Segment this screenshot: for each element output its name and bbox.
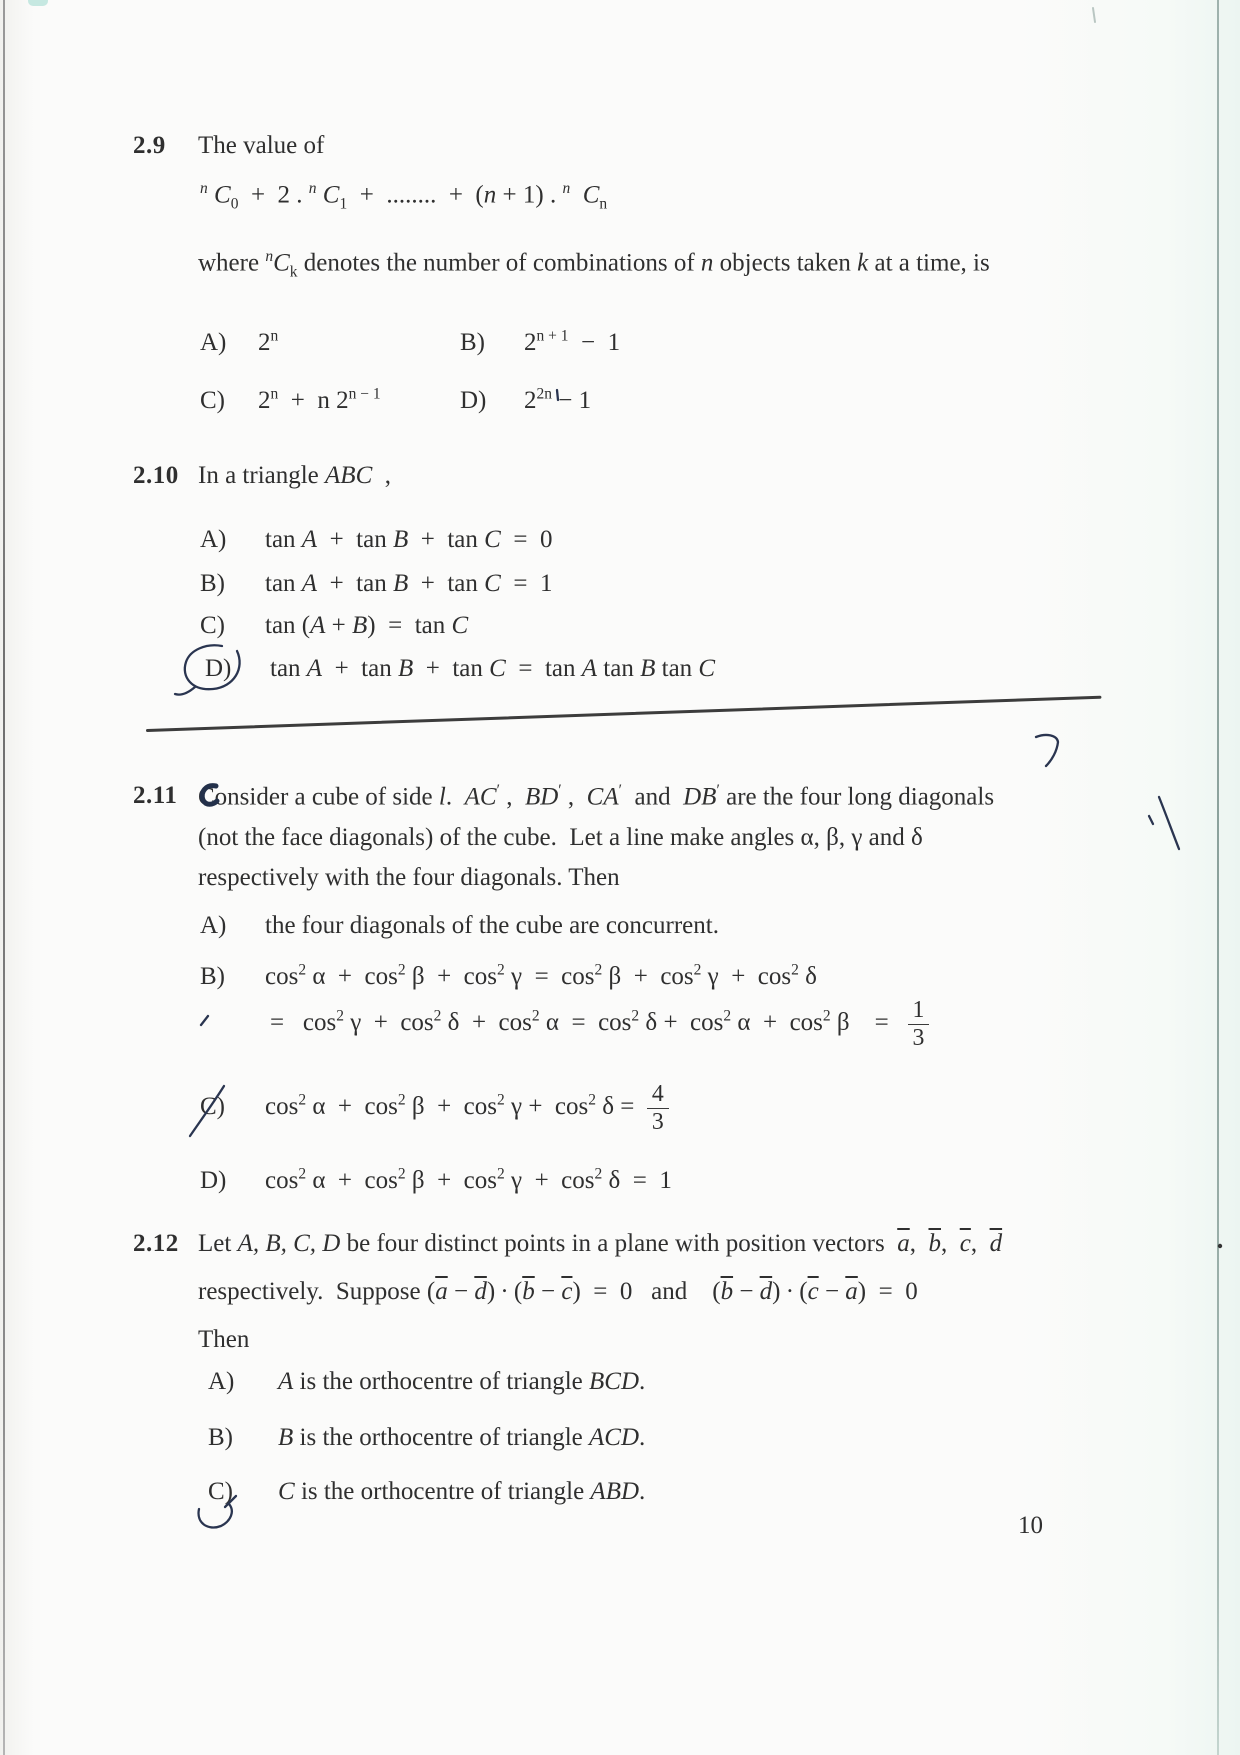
option-a-text: A is the orthocentre of triangle BCD. (278, 1368, 646, 1395)
option-a-label: A) (200, 912, 227, 939)
q210-option-b (200, 570, 552, 599)
question-2-11-line3: respectively with the four diagonals. Then (198, 864, 620, 891)
pen-swoosh-option-c-2-12 (199, 1504, 232, 1527)
scan-right-edge-line (1217, 0, 1219, 1755)
question-2-11-line2: (not the face diagonals) of the cube. Let a line make angles α, β, γ and δ (198, 824, 923, 851)
question-2-11-number: 2.11 (133, 782, 178, 809)
q210-option-a (200, 526, 552, 555)
question-2-9-number: 2.9 (133, 132, 166, 159)
option-a-label: A) (200, 329, 227, 357)
option-d-formula: $\cos^2 \alpha + \cos^2 \beta + \cos^2 \gamma + \cos^2 \delta = 1$ (265, 1166, 672, 1195)
q29-option-a (200, 328, 278, 358)
option-c-text: C is the orthocentre of triangle ABD. (278, 1478, 646, 1505)
q212-option-a (208, 1368, 645, 1397)
question-2-12-line1: Let A, B, C, D be four distinct points in a plane with position vectors $\overline{a}$, $\overline{b}$, $\overline{c}$, $\overline{d}$ (198, 1230, 1003, 1257)
pen-hook-margin-2-11 (1036, 735, 1058, 766)
q211-option-a (200, 912, 719, 941)
q29-option-c (200, 386, 381, 416)
option-d-label: D) (205, 655, 232, 682)
option-c-formula: $\cos^2 \alpha + \cos^2 \beta + \cos^2 \gamma + \cos^2 \delta$ = $\frac{4}{3}$ (265, 1093, 669, 1120)
option-a-label: A) (200, 526, 227, 553)
option-c-label: C) (200, 387, 225, 415)
question-2-9-intro: The value of (198, 132, 325, 159)
pen-scribble-small-2-11 (1149, 816, 1153, 824)
q210-option-d (205, 655, 715, 684)
option-d-label: D) (200, 1167, 227, 1195)
question-2-12-number: 2.12 (133, 1230, 179, 1257)
scan-left-edge-line (3, 0, 5, 1755)
question-2-11-line1: Consider a cube of side l. AC′ , BD′ , CA′ and DB′ are the four long diagonals (198, 782, 995, 811)
option-b-label: B) (208, 1424, 233, 1451)
q211-option-c (200, 1082, 669, 1135)
option-c-label: C) (200, 612, 225, 639)
option-c-formula: 2$^n$ + n $2^{n - 1}$ (258, 386, 381, 415)
q211-option-d (200, 1166, 672, 1196)
option-d-label: D) (460, 387, 487, 415)
option-d-formula: $2^{2n} - 1$ (524, 386, 592, 415)
question-2-9-formula: $^n$ $C_0 + 2$ . $^n$ $C_1$ + ........ + (n + 1) . $^n$ $C_n$ (200, 180, 608, 213)
option-c-label: C) (200, 1093, 225, 1121)
option-a-formula: tan A + tan B + tan C = 0 (265, 526, 553, 553)
option-d-formula: tan A + tan B + tan C = tan A tan B tan C (270, 655, 716, 682)
question-2-10-intro: In a triangle ABC , (198, 462, 391, 489)
question-2-12-line2: respectively. Suppose $(\overline{a} - \overline{d}) \cdot (\overline{b} - \overline{c}) = 0$ and $(\overline{b} - \overline{d}) \cdot (\overline{c} - \overline{a}) = 0$ (198, 1278, 918, 1305)
q212-option-c (208, 1478, 645, 1507)
option-b-label: B) (200, 963, 225, 991)
pen-tick-option-b-2-11 (201, 1016, 208, 1025)
q29-option-d (460, 386, 591, 416)
section-divider-line (146, 696, 1102, 732)
option-b-formula: $2^{n + 1} - 1$ (524, 328, 621, 357)
option-b-label: B) (460, 329, 485, 357)
option-b-text: B is the orthocentre of triangle ACD. (278, 1424, 646, 1451)
page-number: 10 (1018, 1512, 1043, 1539)
option-b-formula: $\cos^2 \alpha + \cos^2 \beta + \cos^2 \gamma = \cos^2 \beta + \cos^2 \gamma + \cos^2 \delta$ (265, 962, 817, 991)
q211-option-b-line1 (200, 962, 817, 992)
q212-option-b (208, 1424, 645, 1453)
scan-corner-mark (28, 0, 48, 6)
q210-option-c (200, 612, 468, 641)
question-2-10-number: 2.10 (133, 462, 179, 489)
option-c-label: C) (208, 1478, 233, 1505)
option-b-formula-cont: = $\cos^2 \gamma + \cos^2 \delta + \cos^2 \alpha = \cos^2 \delta + \cos^2 \alpha + \cos^2 \beta$ = $\frac{1}{3}$ (270, 1009, 929, 1036)
option-b-label: B) (200, 570, 225, 597)
pen-circle-tail-2-10 (175, 687, 195, 695)
question-2-12-line3: Then (198, 1326, 250, 1353)
option-a-label: A) (208, 1368, 235, 1395)
option-a-formula: 2$^n$ (258, 328, 279, 357)
option-a-text: the four diagonals of the cube are concurrent. (265, 912, 719, 939)
pen-scribble-margin-2-11 (1159, 797, 1179, 849)
q29-option-b (460, 328, 620, 358)
q211-option-b-line2 (270, 998, 929, 1051)
option-c-formula: tan (A + B) = tan C (265, 612, 469, 639)
question-2-9-note: where $^nC_k$ denotes the number of combinations of n objects taken k at a time, is (198, 248, 990, 281)
scan-speck-top-right (1093, 8, 1095, 22)
option-b-formula: tan A + tan B + tan C = 1 (265, 570, 553, 597)
